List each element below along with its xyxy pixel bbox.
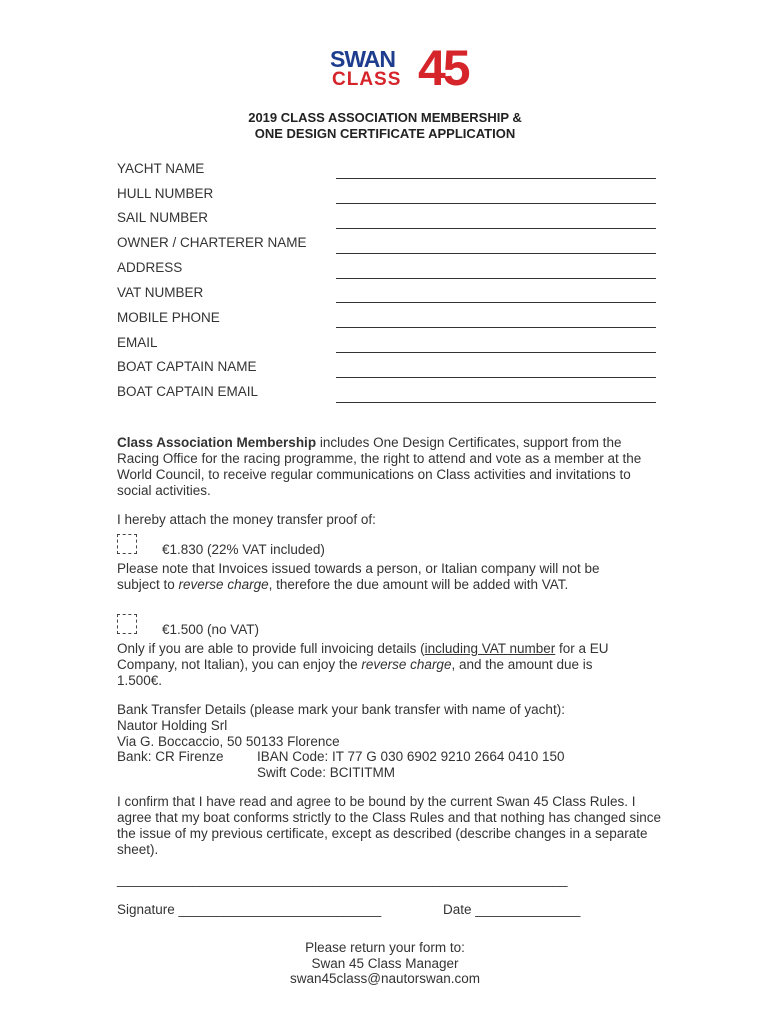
membership-paragraph (117, 435, 697, 499)
option2-note-text-d: , and the amount due is (451, 657, 593, 672)
signature-field[interactable]: Signature ___________________________ (117, 902, 382, 917)
return-line1: Please return your form to: (305, 940, 465, 955)
field-label-vat-number: VAT NUMBER (117, 285, 204, 300)
option2-reverse-charge: reverse charge (361, 657, 452, 672)
logo-class-text: CLASS (332, 69, 402, 90)
return-line2: Swan 45 Class Manager (311, 956, 459, 971)
option2-note-line3: 1.500€. (117, 673, 163, 688)
bank-iban: IBAN Code: IT 77 G 030 6902 9210 2664 0410 150 (257, 749, 565, 764)
membership-line4: social activities. (117, 483, 211, 498)
bank-address: Via G. Boccaccio, 50 50133 Florence (117, 734, 340, 749)
option2-note-text-b: for a EU (555, 641, 609, 656)
return-email: swan45class@nautorswan.com (289, 971, 481, 986)
field-label-mobile-phone: MOBILE PHONE (117, 310, 220, 325)
bank-company: Nautor Holding Srl (117, 718, 228, 733)
option-1500-checkbox[interactable] (117, 614, 137, 634)
membership-bold: Class Association Membership (117, 435, 317, 450)
option-1830-note (117, 561, 697, 593)
option1-note-text-b: , therefore the due amount will be added with VAT. (268, 577, 569, 592)
field-label-yacht-name: YACHT NAME (117, 161, 205, 176)
yacht-name-input-line[interactable] (336, 178, 656, 179)
form-title-line1: 2019 CLASS ASSOCIATION MEMBERSHIP & (248, 110, 522, 125)
membership-line2: Racing Office for the racing programme, the right to attend and vote as a member at the (117, 451, 642, 466)
option1-reverse-charge: reverse charge (178, 577, 269, 592)
confirm-line4: sheet). (117, 842, 159, 857)
bank-heading: Bank Transfer Details (please mark your bank transfer with name of yacht): (117, 702, 565, 717)
option-1830-checkbox[interactable] (117, 534, 137, 554)
sail-number-input-line[interactable] (336, 228, 656, 229)
option-1500-note (117, 641, 697, 689)
confirm-line2: agree that my boat conforms strictly to the Class Rules and that nothing has changed since (117, 810, 662, 825)
swan-class-45-logo (330, 40, 468, 96)
field-label-hull-number: HULL NUMBER (117, 186, 214, 201)
option-1500-label: €1.500 (no VAT) (162, 622, 260, 637)
logo-number: 45 (418, 40, 468, 96)
option2-note-text-a: Only if you are able to provide full invoicing details ( (117, 641, 425, 656)
boat-captain-email-input-line[interactable] (336, 402, 656, 403)
option1-note-line2 (117, 577, 697, 593)
membership-line3: World Council, to receive regular communications on Class activities and invitations to (117, 467, 631, 482)
vat-number-input-line[interactable] (336, 302, 656, 303)
option1-note-line1: Please note that Invoices issued towards a person, or Italian company will not be (117, 561, 600, 576)
owner-name-input-line[interactable] (336, 253, 656, 254)
membership-line1 (117, 435, 697, 451)
date-field[interactable]: Date ______________ (443, 902, 581, 917)
confirm-line1: I confirm that I have read and agree to be bound by the current Swan 45 Class Rules. I (117, 794, 636, 809)
field-label-boat-captain-name: BOAT CAPTAIN NAME (117, 359, 257, 374)
membership-line1-rest: includes One Design Certificates, support from the (316, 435, 622, 450)
option2-vat-underlined: including VAT number (424, 641, 556, 656)
field-label-address: ADDRESS (117, 260, 183, 275)
field-label-boat-captain-email: BOAT CAPTAIN EMAIL (117, 384, 259, 399)
option-1830-label: €1.830 (22% VAT included) (162, 542, 325, 557)
option1-note-text-a: subject to (117, 577, 179, 592)
confirm-line3: the issue of my previous certificate, except as described (describe changes in a separate (117, 826, 648, 841)
bank-name: Bank: CR Firenze (117, 749, 224, 764)
field-label-email: EMAIL (117, 335, 158, 350)
bank-swift: Swift Code: BCITITMM (257, 765, 396, 780)
field-label-owner-name: OWNER / CHARTERER NAME (117, 235, 307, 250)
option2-note-line2 (117, 657, 697, 673)
logo-swan-text: SWAN (330, 46, 395, 72)
option2-note-text-c: Company, not Italian), you can enjoy the (117, 657, 362, 672)
email-input-line[interactable] (336, 352, 656, 353)
boat-captain-name-input-line[interactable] (336, 377, 656, 378)
form-title-line2: ONE DESIGN CERTIFICATE APPLICATION (254, 126, 516, 141)
hull-number-input-line[interactable] (336, 203, 656, 204)
field-label-sail-number: SAIL NUMBER (117, 210, 209, 225)
address-input-line[interactable] (336, 278, 656, 279)
option2-note-line1 (117, 641, 697, 657)
mobile-phone-input-line[interactable] (336, 327, 656, 328)
changes-blank-line[interactable]: ____________________________________________________________ (117, 872, 568, 887)
attach-text: I hereby attach the money transfer proof of: (117, 512, 376, 527)
confirmation-paragraph (117, 794, 697, 858)
